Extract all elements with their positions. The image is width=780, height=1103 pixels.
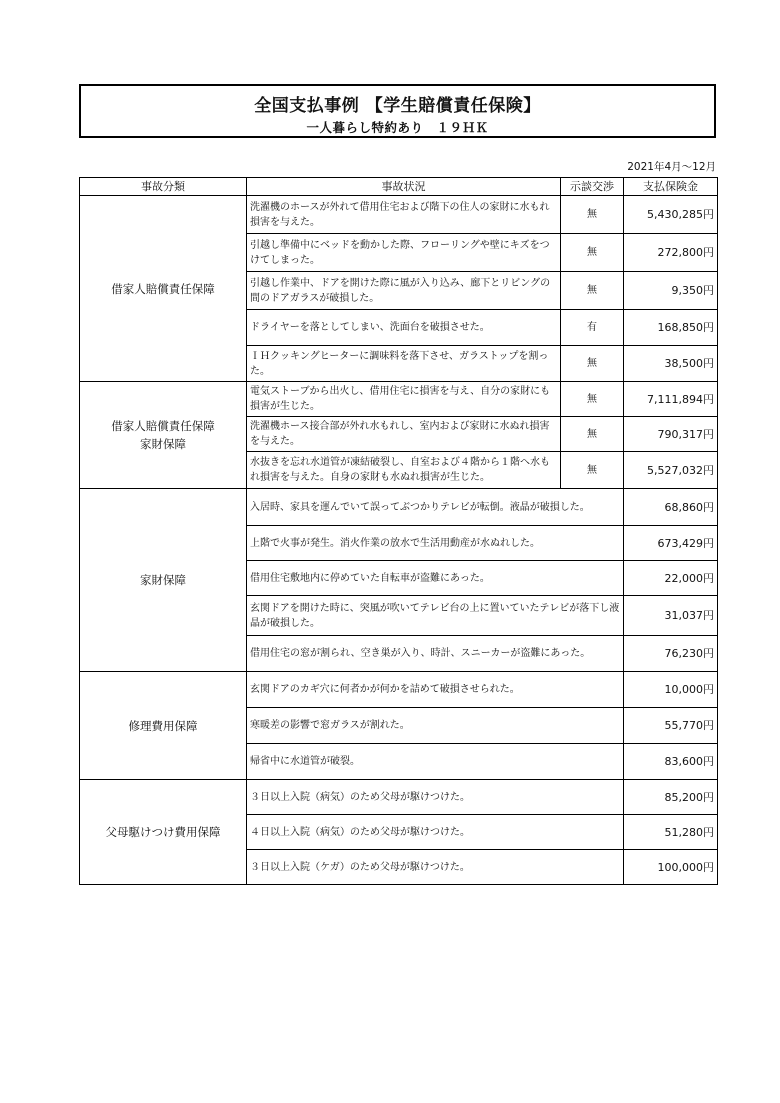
category-cell: 家財保障 <box>80 489 247 672</box>
column-header-negotiation: 示談交渉 <box>561 178 624 196</box>
category-cell: 借家人賠償責任保障 <box>80 196 247 382</box>
table-body <box>80 196 718 885</box>
column-header-amount: 支払保険金 <box>624 178 718 196</box>
situation-cell: 電気ストーブから出火し、借用住宅に損害を与え、自分の家財にも損害が生じた。 <box>247 382 561 417</box>
amount-cell: 5,527,032円 <box>624 452 718 489</box>
page-subtitle: 一人暮らし特約あり １９ＨＫ <box>306 120 489 135</box>
table-row <box>80 489 718 526</box>
situation-cell: 上階で火事が発生。消火作業の放水で生活用動産が水ぬれした。 <box>247 526 624 561</box>
negotiation-cell: 無 <box>561 452 624 489</box>
negotiation-cell: 無 <box>561 272 624 310</box>
amount-cell: 38,500円 <box>624 346 718 382</box>
amount-cell: 22,000円 <box>624 561 718 596</box>
situation-cell: ドライヤーを落としてしまい、洗面台を破損させた。 <box>247 310 561 346</box>
negotiation-cell: 無 <box>561 417 624 452</box>
amount-cell: 790,317円 <box>624 417 718 452</box>
amount-cell: 31,037円 <box>624 596 718 636</box>
negotiation-cell: 無 <box>561 196 624 234</box>
amount-cell: 100,000円 <box>624 850 718 885</box>
amount-cell: 76,230円 <box>624 636 718 672</box>
situation-cell: ３日以上入院（ケガ）のため父母が駆けつけた。 <box>247 850 624 885</box>
title-box <box>79 84 716 138</box>
situation-cell: 玄関ドアのカギ穴に何者かが何かを詰めて破損させられた。 <box>247 672 624 708</box>
amount-cell: 85,200円 <box>624 780 718 815</box>
table-row <box>80 780 718 815</box>
table-header-row <box>80 178 718 196</box>
amount-cell: 5,430,285円 <box>624 196 718 234</box>
amount-cell: 9,350円 <box>624 272 718 310</box>
situation-cell: 玄関ドアを開けた時に、突風が吹いてテレビ台の上に置いていたテレビが落下し液晶が破損した。 <box>247 596 624 636</box>
negotiation-cell: 無 <box>561 382 624 417</box>
category-cell: 修理費用保障 <box>80 672 247 780</box>
amount-cell: 7,111,894円 <box>624 382 718 417</box>
amount-cell: 55,770円 <box>624 708 718 744</box>
category-cell: 父母駆けつけ費用保障 <box>80 780 247 885</box>
situation-cell: 帰省中に水道管が破裂。 <box>247 744 624 780</box>
claims-table <box>79 177 718 885</box>
situation-cell: 借用住宅の窓が割られ、空き巣が入り、時計、スニーカーが盗難にあった。 <box>247 636 624 672</box>
situation-cell: 洗濯機ホース接合部が外れ水もれし、室内および家財に水ぬれ損害を与えた。 <box>247 417 561 452</box>
amount-cell: 272,800円 <box>624 234 718 272</box>
situation-cell: 洗濯機のホースが外れて借用住宅および階下の住人の家財に水もれ損害を与えた。 <box>247 196 561 234</box>
column-header-situation: 事故状況 <box>247 178 561 196</box>
page-title: 全国支払事例 【学生賠償責任保険】 <box>254 96 541 116</box>
amount-cell: 68,860円 <box>624 489 718 526</box>
negotiation-cell: 無 <box>561 234 624 272</box>
amount-cell: 10,000円 <box>624 672 718 708</box>
situation-cell: 引越し準備中にベッドを動かした際、フローリングや壁にキズをつけてしまった。 <box>247 234 561 272</box>
column-header-category: 事故分類 <box>80 178 247 196</box>
table-row <box>80 196 718 234</box>
situation-cell: ４日以上入院（病気）のため父母が駆けつけた。 <box>247 815 624 850</box>
situation-cell: ３日以上入院（病気）のため父母が駆けつけた。 <box>247 780 624 815</box>
amount-cell: 673,429円 <box>624 526 718 561</box>
situation-cell: 借用住宅敷地内に停めていた自転車が盗難にあった。 <box>247 561 624 596</box>
table-row <box>80 672 718 708</box>
amount-cell: 83,600円 <box>624 744 718 780</box>
situation-cell: 入居時、家具を運んでいて誤ってぶつかりテレビが転倒。液晶が破損した。 <box>247 489 624 526</box>
situation-cell: 引越し作業中、ドアを開けた際に風が入り込み、廊下とリビングの間のドアガラスが破損した。 <box>247 272 561 310</box>
situation-cell: 寒暖差の影響で窓ガラスが割れた。 <box>247 708 624 744</box>
negotiation-cell: 無 <box>561 346 624 382</box>
situation-cell: 水抜きを忘れ水道管が凍結破裂し、自室および４階から１階へ水もれ損害を与えた。自身の家財も水ぬれ損害が生じた。 <box>247 452 561 489</box>
amount-cell: 51,280円 <box>624 815 718 850</box>
situation-cell: ＩＨクッキングヒーターに調味料を落下させ、ガラストップを割った。 <box>247 346 561 382</box>
period-label: 2021年4月～12月 <box>627 161 716 173</box>
amount-cell: 168,850円 <box>624 310 718 346</box>
negotiation-cell: 有 <box>561 310 624 346</box>
table-row <box>80 382 718 417</box>
category-cell: 借家人賠償責任保障 家財保障 <box>80 382 247 489</box>
